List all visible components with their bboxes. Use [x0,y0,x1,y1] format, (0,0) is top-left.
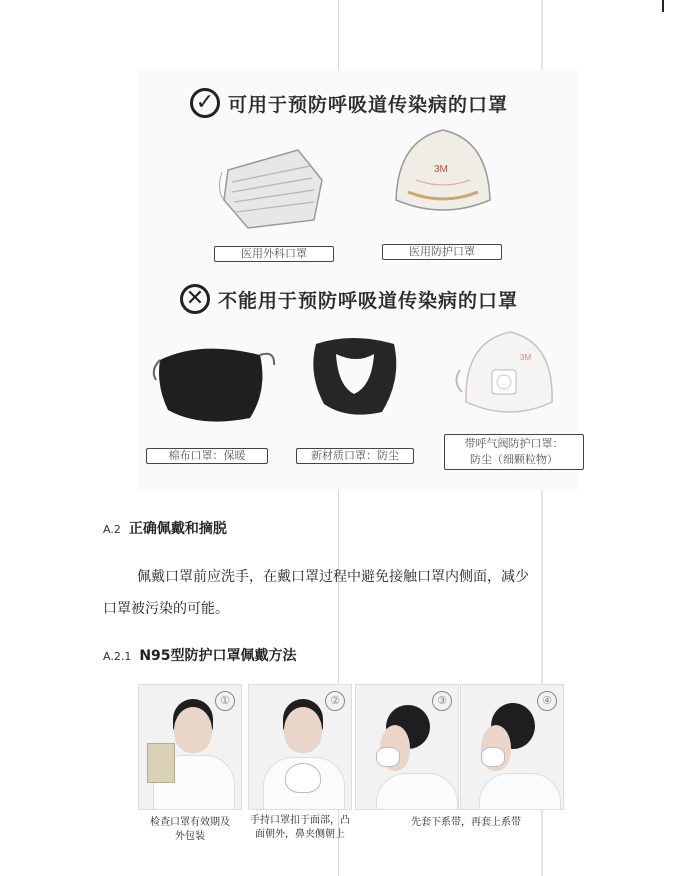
section-number: A.2.1 [103,650,132,663]
cross-circle-icon: ✕ [180,284,210,314]
caption-line: 手持口罩扣于面部，凸 [250,815,350,826]
mask-caption: 棉布口罩：保暖 [146,448,268,464]
step-number: ④ [537,691,557,711]
mask-caption: 医用防护口罩 [382,244,502,260]
caption-line: 检查口罩有效期及 [150,817,230,828]
scan-mark [662,0,664,12]
n95-mask [285,763,321,793]
ok-heading-text: 可用于预防呼吸道传染病的口罩 [228,93,509,116]
figure-body [376,773,458,810]
figure-face [284,707,322,753]
medical-protective-mask-image [388,120,498,225]
no-heading [180,284,518,314]
mask-package [147,743,175,783]
step-number: ① [215,691,235,711]
section-heading [103,518,227,538]
mask-caption-line: 带呼气阀防护口罩： [464,437,564,450]
caption-line: 面朝外，鼻夹侧朝上 [255,829,345,840]
step-caption-2 [244,814,356,842]
mask-caption: 医用外科口罩 [214,246,334,262]
figure-body [479,773,561,810]
ok-heading [190,88,508,118]
mask-caption: 新材质口罩：防尘 [296,448,414,464]
subsection-heading [103,645,297,665]
step-photo-2 [248,684,352,810]
sponge-mask-image [302,324,412,424]
step-caption-1 [138,816,242,844]
section-number: A.2 [103,523,121,536]
brand-logo: 3M [520,353,532,362]
n95-mask [481,747,505,767]
paragraph-line: 口罩被污染的可能。 [103,601,229,617]
check-circle-icon: ✓ [190,88,220,118]
section-title: N95型防护口罩佩戴方法 [139,648,297,664]
paragraph-line: 佩戴口罩前应洗手，在戴口罩过程中避免接触口罩内侧面，减少 [137,569,529,585]
step-photo-1 [138,684,242,810]
mask-caption [444,434,584,470]
step-photo-4 [460,684,564,810]
valve-mask-image [454,322,564,432]
step-photo-3 [355,684,459,810]
step-caption-3-4: 先套下系带，再套上系带 [411,817,521,828]
no-heading-text: 不能用于预防呼吸道传染病的口罩 [218,289,519,312]
figure-face [174,707,212,753]
step-number: ② [325,691,345,711]
section-title: 正确佩戴和摘脱 [128,521,227,537]
brand-logo: 3M [434,164,448,175]
surgical-mask-image [218,140,330,232]
step-number: ③ [432,691,452,711]
caption-line: 外包装 [175,831,205,842]
n95-mask [376,747,400,767]
cotton-mask-image [150,330,280,430]
mask-caption-line: 防尘（细颗粒物） [470,453,558,466]
